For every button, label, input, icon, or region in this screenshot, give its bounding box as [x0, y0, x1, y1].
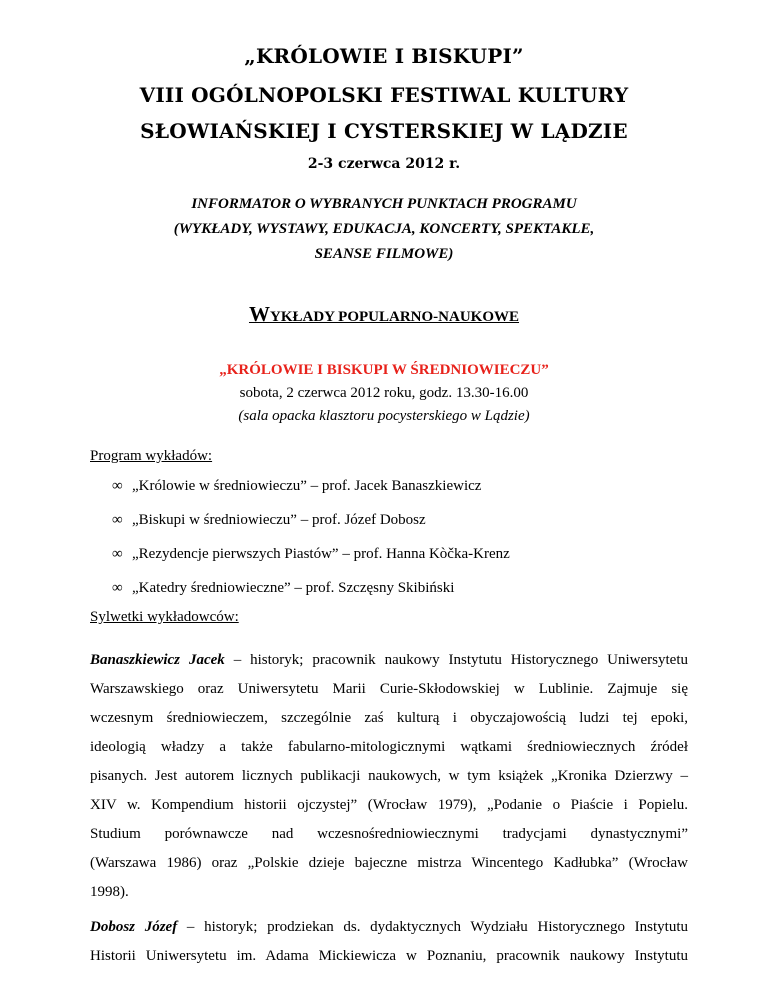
festival-date: 2-3 czerwca 2012 r. — [307, 156, 461, 172]
profile-line: Studium porównawcze nad wczesnośredniowiecznymi tradycjami dynastycznymi” — [90, 826, 688, 842]
profile-line: pisanych. Jest autorem licznych publikacji naukowych, w tym książek „Kronika Dzierzwy – — [90, 768, 688, 784]
profile-line: ideologią władzy a także fabularno-mitologicznymi wątkami średniowiecznych źródeł — [90, 739, 688, 755]
lecture-block-where: (sala opacka klasztoru pocysterskiego w Lądzie) — [238, 408, 530, 424]
bullet-icon: ∞ — [112, 580, 123, 596]
bullet-icon: ∞ — [112, 478, 123, 494]
header-title-line-2: VIII OGÓLNOPOLSKI FESTIWAL KULTURY — [139, 83, 629, 107]
profile-line: wczesnym średniowieczem, szczególnie zaś kulturą i obyczajowością ludzi tej epoki, — [90, 710, 688, 726]
bullet-icon: ∞ — [112, 512, 123, 528]
program-label: Program wykładów: — [90, 448, 213, 464]
bullet-icon: ∞ — [112, 546, 123, 562]
informator-line-3: SEANSE FILMOWE) — [314, 246, 454, 262]
profile-line: (Warszawa 1986) oraz „Polskie dzieje bajeczne mistrza Wincentego Kadłubka” (Wrocław — [90, 855, 688, 871]
informator-line-1: INFORMATOR O WYBRANYCH PUNKTACH PROGRAMU — [191, 196, 577, 212]
header-title-line-3: SŁOWIAŃSKIEJ I CYSTERSKIEJ W LĄDZIE — [140, 119, 628, 143]
program-item-text: „Katedry średniowieczne” – prof. Szczęsny Skibiński — [132, 580, 455, 596]
profile-banaszkiewicz — [90, 646, 688, 907]
program-item — [90, 476, 510, 510]
profile-line: 1998). — [90, 884, 129, 900]
profile-line: Banaszkiewicz Jacek – historyk; pracownik naukowy Instytutu Historycznego Uniwersytetu — [90, 652, 688, 668]
program-list — [90, 476, 510, 612]
program-item-text: „Biskupi w średniowieczu” – prof. Józef Dobosz — [132, 512, 426, 528]
section-heading — [0, 302, 768, 327]
section-heading-initial: W — [248, 302, 270, 326]
section-heading-rest: YKŁADY POPULARNO-NAUKOWE — [269, 309, 520, 325]
profile-name: Banaszkiewicz Jacek — [90, 652, 225, 668]
profile-line: Warszawskiego oraz Uniwersytetu Marii Curie-Skłodowskiej w Lublinie. Zajmuje się — [90, 681, 688, 697]
profile-line: Dobosz Józef – historyk; prodziekan ds. dydaktycznych Wydziału Historycznego Instytutu — [90, 919, 688, 935]
program-item-text: „Rezydencje pierwszych Piastów” – prof. Hanna Kòčka-Krenz — [132, 546, 510, 562]
profile-name: Dobosz Józef — [90, 919, 178, 935]
profile-dobosz — [90, 913, 688, 971]
lecture-block-when: sobota, 2 czerwca 2012 roku, godz. 13.30-16.00 — [239, 385, 529, 401]
program-item-text: „Królowie w średniowieczu” – prof. Jacek Banaszkiewicz — [132, 478, 482, 494]
header-title-line-1: „KRÓLOWIE I BISKUPI” — [244, 44, 524, 68]
lecture-block-title: „KRÓLOWIE I BISKUPI W ŚREDNIOWIECZU” — [219, 362, 549, 378]
program-item — [90, 578, 510, 612]
profile-line: Historii Uniwersytetu im. Adama Mickiewicza w Poznaniu, pracownik naukowy Instytutu — [90, 948, 688, 964]
program-item — [90, 510, 510, 544]
profiles-label: Sylwetki wykładowców: — [90, 609, 239, 625]
program-item — [90, 544, 510, 578]
informator-line-2: (WYKŁADY, WYSTAWY, EDUKACJA, KONCERTY, SPEKTAKLE, — [173, 221, 595, 237]
profile-line: XIV w. Kompendium historii ojczystej” (Wrocław 1979), „Podanie o Piaście i Popielu. — [90, 797, 688, 813]
